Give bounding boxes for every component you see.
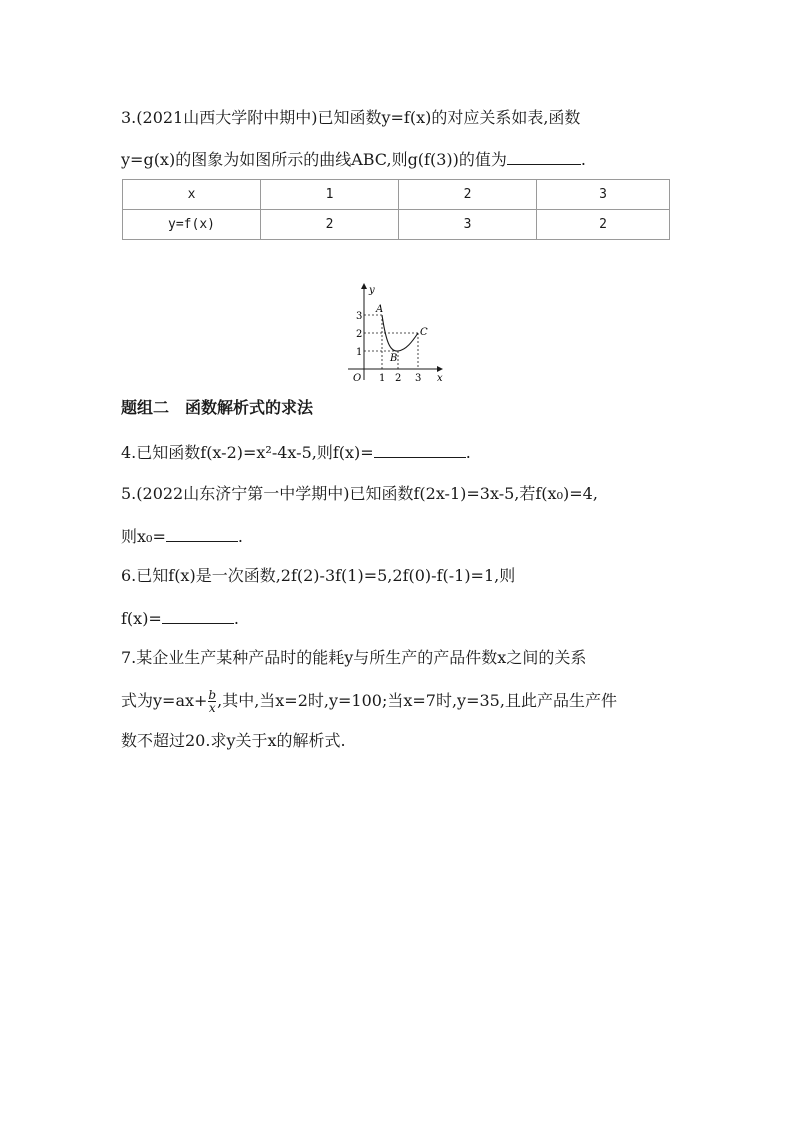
q5-end: .	[237, 527, 243, 546]
q5-line2	[121, 525, 243, 547]
q7-fraction	[208, 689, 216, 714]
y-axis-label: y	[369, 285, 375, 296]
x-axis-label: x	[437, 373, 443, 384]
point-label-b: B	[390, 353, 398, 364]
q4-line	[121, 441, 471, 463]
section-heading: 题组二 函数解析式的求法	[121, 398, 314, 417]
table-cell: 2	[261, 210, 399, 240]
q3-line2-text: y=g(x)的图象为如图所示的曲线ABC,则g(f(3))的值为	[121, 150, 507, 169]
q7-line3: 数不超过20.求y关于x的解析式.	[121, 731, 346, 750]
table-cell: 3	[537, 180, 670, 210]
q3-line2-end: .	[580, 150, 586, 169]
table-cell: 2	[537, 210, 670, 240]
q3-answer-blank[interactable]	[507, 148, 581, 165]
y-tick-label: 2	[356, 329, 363, 340]
q7-frac-numerator: b	[208, 688, 217, 702]
function-table	[122, 179, 670, 240]
q7-line2-b: ,其中,当x=2时,y=100;当x=7时,y=35,且此产品生产件	[217, 691, 617, 710]
point-label-c: C	[420, 327, 428, 338]
q3-line2	[121, 148, 586, 170]
q7-line2	[121, 689, 617, 714]
q7-line1: 7.某企业生产某种产品时的能耗y与所生产的产品件数x之间的关系	[121, 648, 587, 667]
q4-text: 4.已知函数f(x-2)=x²-4x-5,则f(x)=	[121, 443, 374, 462]
table-cell: 2	[399, 180, 537, 210]
q5-text: 则x₀=	[121, 527, 166, 546]
table-cell: 1	[261, 180, 399, 210]
q6-answer-blank[interactable]	[162, 607, 234, 624]
x-tick-label: 2	[395, 373, 402, 384]
q3-line1: 3.(2021山西大学附中期中)已知函数y=f(x)的对应关系如表,函数	[121, 108, 581, 127]
table-row	[123, 180, 670, 210]
curve-abc-graph	[340, 280, 450, 386]
y-tick-label: 3	[356, 311, 363, 322]
q6-line1: 6.已知f(x)是一次函数,2f(2)-3f(1)=5,2f(0)-f(-1)=1,则	[121, 566, 516, 585]
q6-text: f(x)=	[121, 609, 162, 628]
q7-frac-denominator: x	[208, 701, 216, 715]
table-row	[123, 210, 670, 240]
q5-line1: 5.(2022山东济宁第一中学期中)已知函数f(2x-1)=3x-5,若f(x₀)=4,	[121, 484, 598, 503]
q6-line2	[121, 607, 239, 629]
origin-label: O	[353, 373, 362, 384]
table-cell: 3	[399, 210, 537, 240]
x-tick-label: 1	[379, 373, 386, 384]
q6-end: .	[233, 609, 239, 628]
q7-line2-a: 式为y=ax+	[121, 691, 208, 710]
table-cell: y=f(x)	[123, 210, 261, 240]
x-tick-label: 3	[415, 373, 422, 384]
q4-end: .	[465, 443, 471, 462]
q5-answer-blank[interactable]	[166, 525, 238, 542]
q4-answer-blank[interactable]	[374, 441, 466, 458]
point-label-a: A	[376, 304, 384, 315]
y-tick-label: 1	[356, 347, 363, 358]
table-cell: x	[123, 180, 261, 210]
